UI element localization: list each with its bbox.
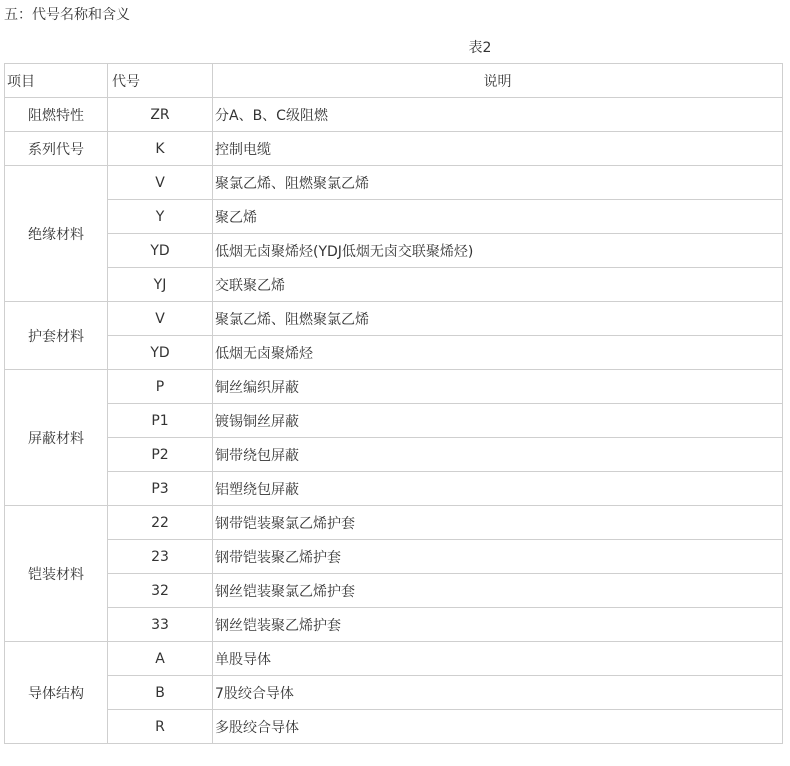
description-cell: 低烟无卤聚烯烃(YDJ低烟无卤交联聚烯烃) — [213, 234, 783, 268]
code-cell: YD — [108, 234, 213, 268]
code-cell: ZR — [108, 98, 213, 132]
code-cell: 23 — [108, 540, 213, 574]
description-cell: 控制电缆 — [213, 132, 783, 166]
code-cell: 33 — [108, 608, 213, 642]
table-row — [5, 166, 783, 200]
table-row — [5, 710, 783, 744]
code-cell: A — [108, 642, 213, 676]
code-cell: V — [108, 302, 213, 336]
description-cell: 钢带铠装聚乙烯护套 — [213, 540, 783, 574]
code-cell: P3 — [108, 472, 213, 506]
description-cell: 镀锡铜丝屏蔽 — [213, 404, 783, 438]
group-name-cell: 护套材料 — [5, 302, 108, 370]
table-row — [5, 234, 783, 268]
group-name-cell: 铠装材料 — [5, 506, 108, 642]
description-cell: 聚氯乙烯、阻燃聚氯乙烯 — [213, 166, 783, 200]
description-cell: 铜丝编织屏蔽 — [213, 370, 783, 404]
code-cell: Y — [108, 200, 213, 234]
code-cell: K — [108, 132, 213, 166]
table-row — [5, 574, 783, 608]
table-row — [5, 506, 783, 540]
description-cell: 分A、B、C级阻燃 — [213, 98, 783, 132]
table-row — [5, 540, 783, 574]
table-row — [5, 404, 783, 438]
group-name-cell: 系列代号 — [5, 132, 108, 166]
code-table — [4, 63, 783, 744]
header-description: 说明 — [213, 64, 783, 98]
description-cell: 7股绞合导体 — [213, 676, 783, 710]
table-row — [5, 268, 783, 302]
description-cell: 低烟无卤聚烯烃 — [213, 336, 783, 370]
code-cell: P2 — [108, 438, 213, 472]
header-code: 代号 — [108, 64, 213, 98]
description-cell: 钢带铠装聚氯乙烯护套 — [213, 506, 783, 540]
header-item: 项目 — [5, 64, 108, 98]
table-row — [5, 370, 783, 404]
section-heading: 五：代号名称和含义 — [4, 7, 130, 23]
code-cell: 32 — [108, 574, 213, 608]
table-row — [5, 302, 783, 336]
table-caption: 表2 — [468, 40, 492, 56]
description-cell: 钢丝铠装聚乙烯护套 — [213, 608, 783, 642]
table-row — [5, 676, 783, 710]
description-cell: 聚乙烯 — [213, 200, 783, 234]
table-row — [5, 642, 783, 676]
description-cell: 聚氯乙烯、阻燃聚氯乙烯 — [213, 302, 783, 336]
table-row — [5, 200, 783, 234]
description-cell: 多股绞合导体 — [213, 710, 783, 744]
table-row — [5, 472, 783, 506]
code-cell: P — [108, 370, 213, 404]
table-body — [5, 98, 783, 744]
code-cell: YD — [108, 336, 213, 370]
description-cell: 交联聚乙烯 — [213, 268, 783, 302]
table-row — [5, 132, 783, 166]
description-cell: 钢丝铠装聚氯乙烯护套 — [213, 574, 783, 608]
table-header-row — [5, 64, 783, 98]
table-row — [5, 98, 783, 132]
description-cell: 单股导体 — [213, 642, 783, 676]
code-cell: 22 — [108, 506, 213, 540]
code-cell: YJ — [108, 268, 213, 302]
code-cell: P1 — [108, 404, 213, 438]
code-cell: R — [108, 710, 213, 744]
table-row — [5, 608, 783, 642]
code-cell: V — [108, 166, 213, 200]
code-cell: B — [108, 676, 213, 710]
table-row — [5, 438, 783, 472]
table-row — [5, 336, 783, 370]
group-name-cell: 绝缘材料 — [5, 166, 108, 302]
description-cell: 铝塑绕包屏蔽 — [213, 472, 783, 506]
group-name-cell: 阻燃特性 — [5, 98, 108, 132]
description-cell: 铜带绕包屏蔽 — [213, 438, 783, 472]
group-name-cell: 导体结构 — [5, 642, 108, 744]
group-name-cell: 屏蔽材料 — [5, 370, 108, 506]
